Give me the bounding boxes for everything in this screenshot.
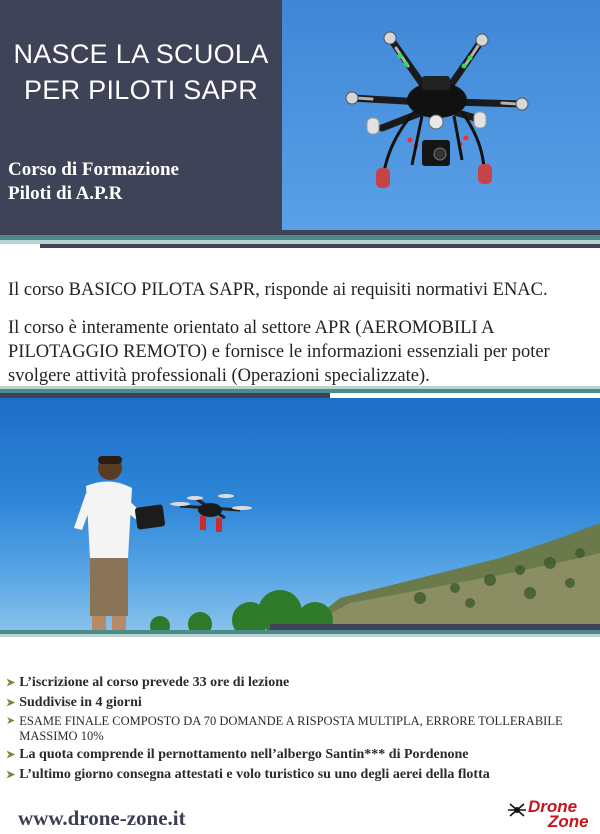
list-item: ➤ L’ultimo giorno consegna attestati e volo turistico su uno degli aerei della flotta — [6, 767, 490, 782]
pilot-photo — [0, 398, 600, 630]
page-subtitle — [8, 158, 179, 206]
arrow-icon: ➤ — [6, 677, 16, 689]
divider-stripe — [40, 244, 600, 248]
arrow-icon: ➤ — [6, 697, 16, 709]
arrow-icon: ➤ — [6, 769, 16, 781]
drone-photo — [282, 0, 600, 230]
list-item: ➤ L’iscrizione al corso prevede 33 ore di lezione — [6, 675, 290, 690]
website-link[interactable]: www.drone-zone.it — [18, 806, 186, 830]
flying-drone — [170, 494, 252, 532]
hexacopter-illustration — [282, 0, 600, 230]
pilot-figure — [74, 456, 165, 630]
subtitle-line-1: Corso di Formazione — [8, 159, 179, 180]
list-item: ➤ La quota comprende il pernottamento nell’albergo Santin*** di Pordenone — [6, 747, 469, 762]
course-details-list — [6, 674, 596, 786]
subtitle-line-2: Piloti di A.P.R — [8, 183, 123, 204]
logo-text-drone: Drone — [528, 797, 578, 816]
logo-text-zone: Zone — [548, 812, 589, 831]
pilot-field-illustration — [0, 398, 600, 630]
list-item: ➤ ESAME FINALE COMPOSTO DA 70 DOMANDE A RISPOSTA MULTIPLA, ERRORE TOLLERABILE MASSIMO 10% — [6, 714, 563, 743]
title-line-1: NASCE LA SCUOLA — [13, 39, 269, 69]
intro-paragraph-2: Il corso è interamente orientato al settore APR (AEROMOBILI A PILOTAGGIO REMOTO) e fornisce le informazioni essenziali per poter svolgere attività professionali (Operazioni specializzate). — [8, 318, 550, 386]
list-item: ➤ Suddivise in 4 giorni — [6, 695, 142, 710]
arrow-icon: ➤ — [6, 715, 16, 727]
page-title — [0, 36, 282, 108]
arrow-icon: ➤ — [6, 749, 16, 761]
divider-stripe — [0, 634, 600, 637]
intro-paragraph-1: Il corso BASICO PILOTA SAPR, risponde ai requisiti normativi ENAC. — [8, 280, 548, 300]
title-line-2: PER PILOTI SAPR — [23, 75, 259, 105]
intro-text — [8, 278, 594, 388]
